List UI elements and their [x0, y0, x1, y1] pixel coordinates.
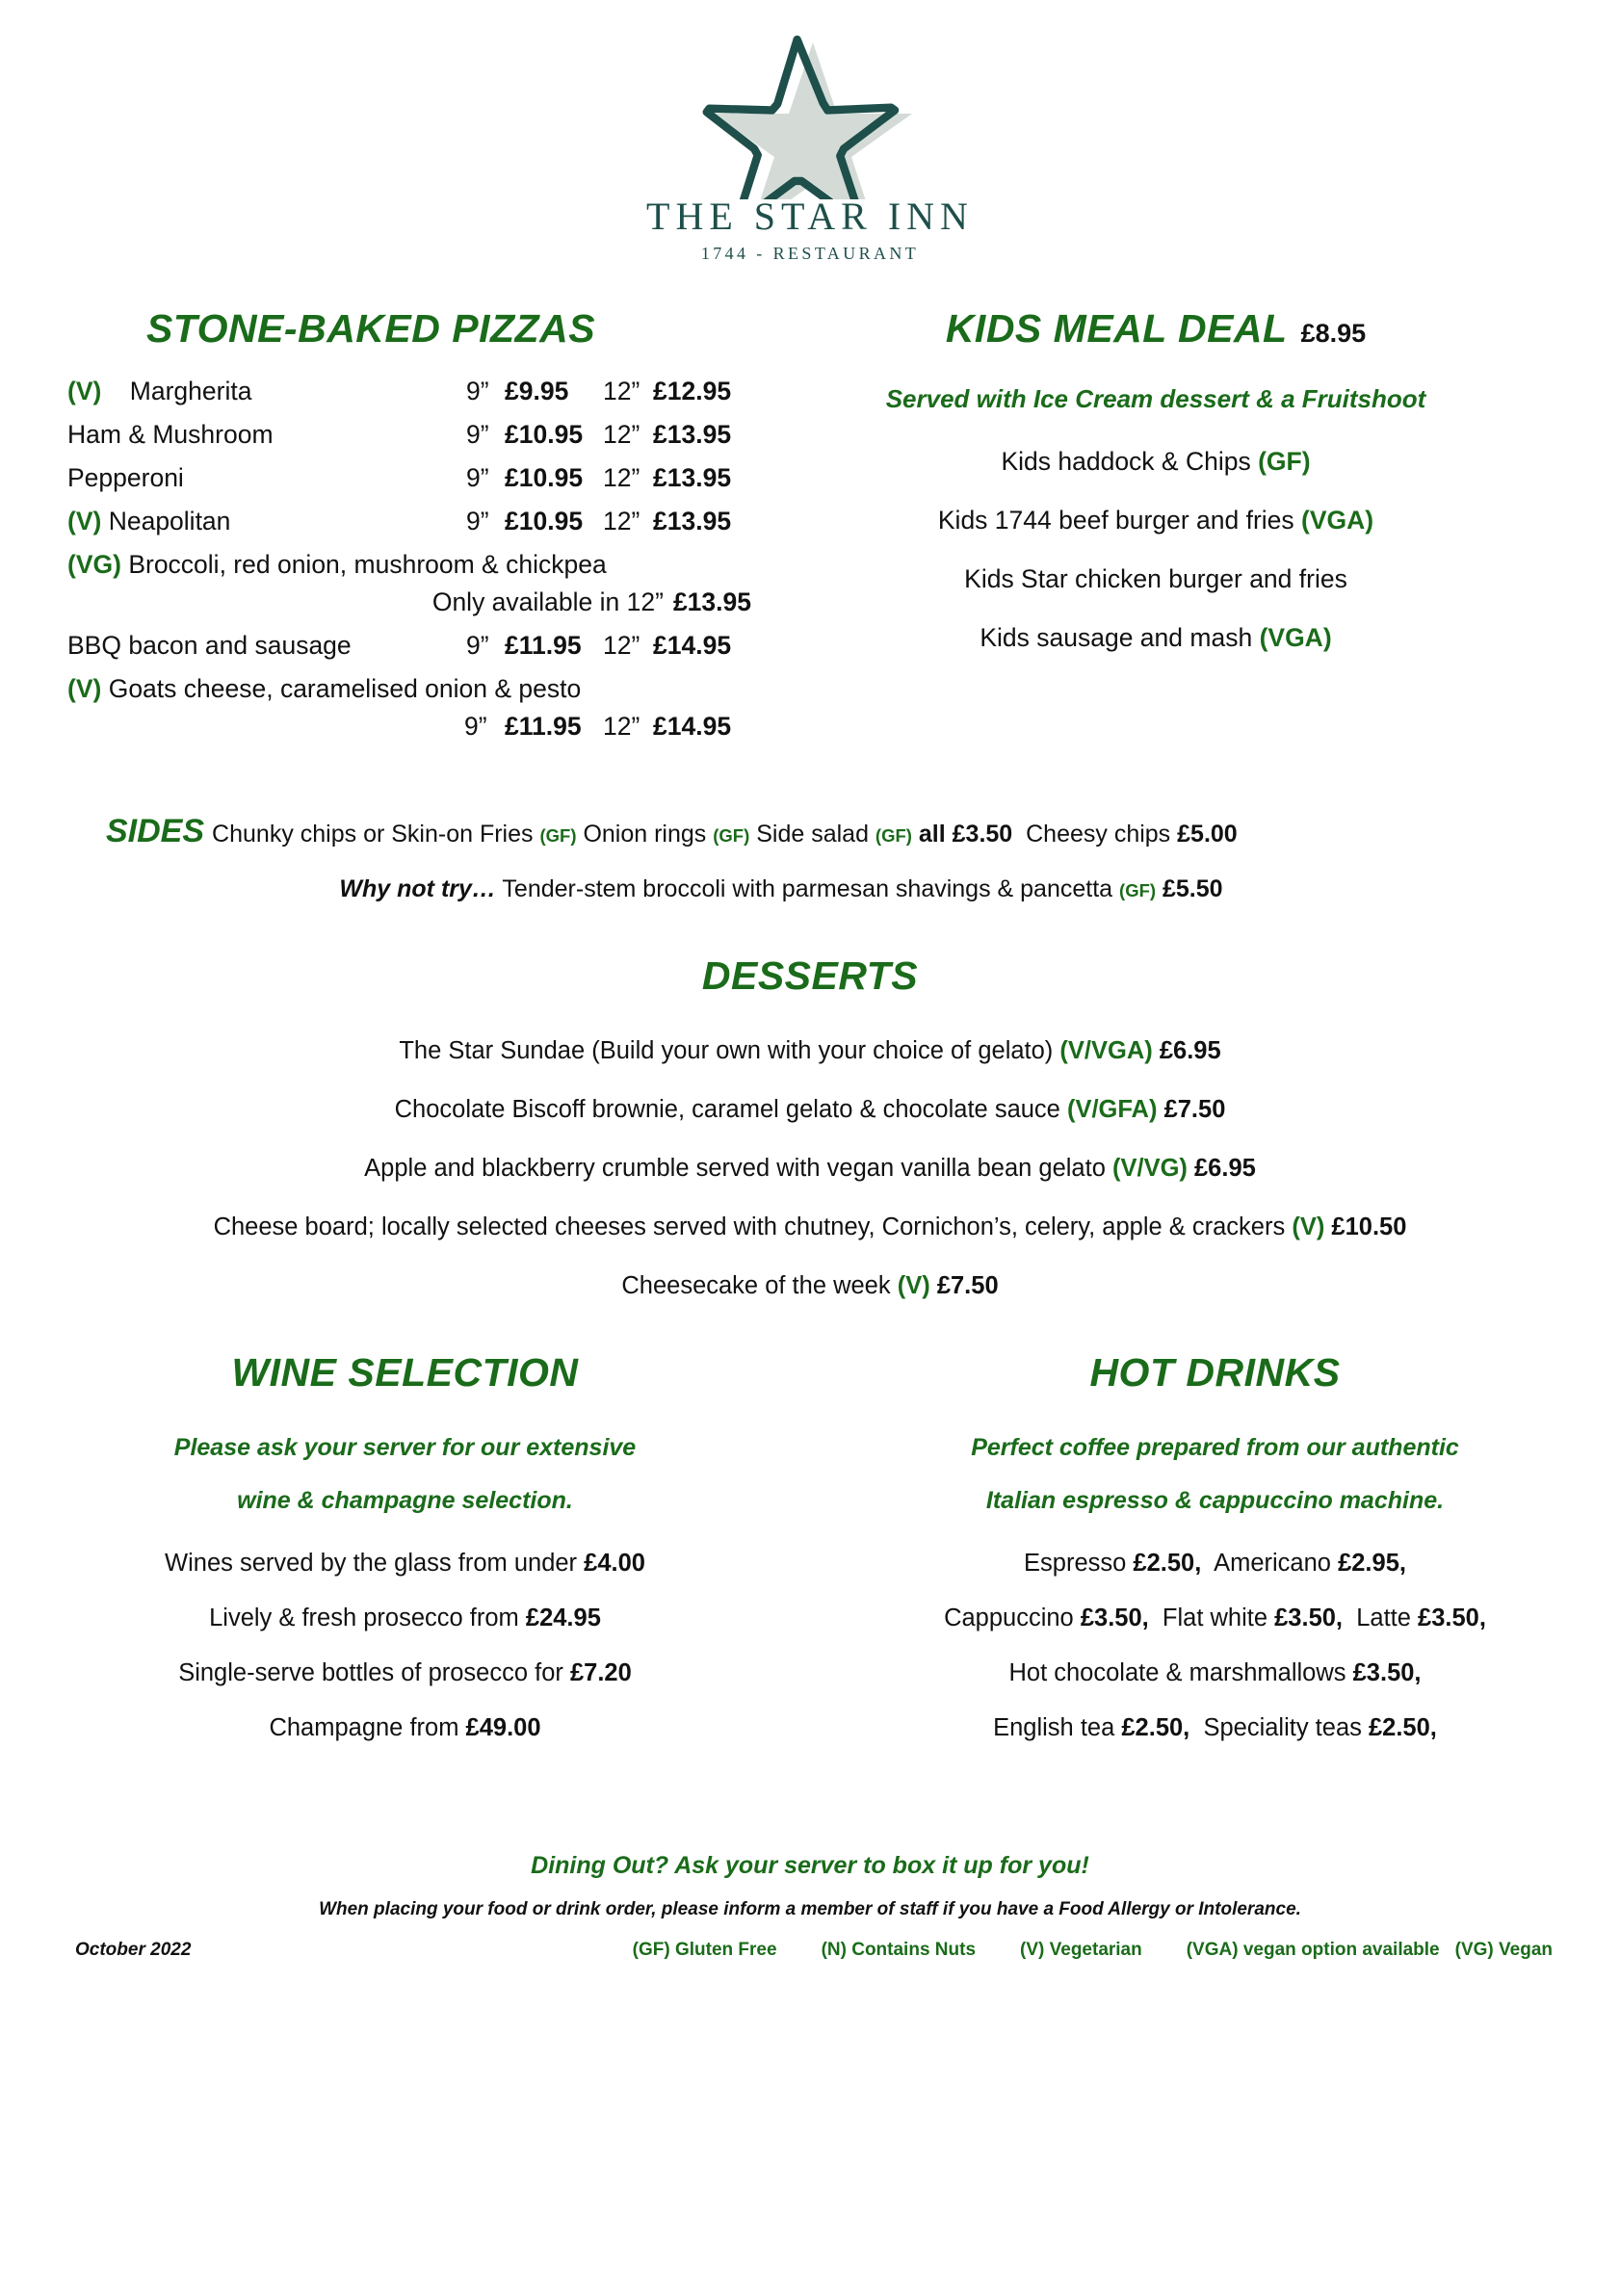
diet-tag: (VG)	[67, 550, 121, 579]
table-row	[67, 463, 751, 493]
list-item	[0, 1213, 1620, 1241]
hot-drinks-heading: HOT DRINKS	[1089, 1350, 1341, 1395]
pizza-size-large: 12”	[603, 377, 640, 405]
pizza-price-small: £10.95	[505, 463, 584, 492]
wine-item-name: Single-serve bottles of prosecco for	[178, 1659, 563, 1686]
sides-line-primary	[0, 813, 1620, 850]
pizza-size-small: 9”	[466, 631, 489, 660]
list-item	[751, 506, 1560, 535]
dessert-name: Apple and blackberry crumble served with vegan vanilla bean gelato	[364, 1155, 1106, 1182]
diet-tag: (V)	[1292, 1213, 1325, 1240]
legend-item-v	[1020, 1940, 1142, 1961]
drink-name: Flat white	[1162, 1605, 1268, 1631]
drink-name: English tea	[993, 1714, 1115, 1741]
wine-item-price: £24.95	[525, 1605, 601, 1631]
sides-special-price: £5.50	[1163, 875, 1223, 902]
table-row-continuation	[67, 712, 751, 742]
pizza-size-large: 12”	[603, 507, 640, 535]
kids-meal-deal-section	[751, 306, 1560, 755]
pizza-price-small: £11.95	[505, 631, 582, 660]
footer	[0, 1852, 1620, 1961]
dessert-name: Chocolate Biscoff brownie, caramel gelato & chocolate sauce	[394, 1096, 1060, 1123]
drink-price: £2.50,	[1121, 1714, 1190, 1741]
legend-label: Vegan	[1499, 1940, 1553, 1960]
hot-drinks-subtitle-line-2: Italian espresso & cappuccino machine.	[985, 1487, 1445, 1514]
hot-drinks-subtitle-line-1: Perfect coffee prepared from our authentic	[971, 1434, 1459, 1461]
pizzas-heading-row	[67, 306, 751, 352]
stone-baked-pizzas-section	[0, 306, 751, 755]
wine-subtitle-line-1: Please ask your server for our extensive	[173, 1434, 637, 1461]
pizza-price-large: £13.95	[672, 587, 751, 616]
diet-tag: (GF)	[875, 825, 912, 846]
drink-name: Hot chocolate & marshmallows	[1008, 1659, 1346, 1686]
desserts-heading-row	[0, 953, 1620, 999]
logo-subtitle: 1744 - RESTAURANT	[700, 244, 920, 263]
table-row	[67, 420, 751, 450]
drink-price: £3.50,	[1080, 1605, 1149, 1631]
drink-price: £3.50,	[1418, 1605, 1486, 1631]
list-item	[0, 1037, 1620, 1065]
pizza-price-large: £13.95	[653, 463, 732, 492]
kids-price: £8.95	[1300, 319, 1367, 348]
wine-heading-row	[0, 1350, 810, 1396]
pizza-size-small: 9”	[466, 507, 489, 535]
legend-code: (GF)	[632, 1940, 670, 1960]
dessert-name: Cheesecake of the week	[621, 1272, 891, 1299]
diet-tag: (VGA)	[1259, 623, 1332, 652]
pizza-price-small: £9.95	[505, 377, 569, 405]
pizzas-heading: STONE-BAKED PIZZAS	[145, 306, 596, 351]
kids-item-name: Kids Star chicken burger and fries	[964, 564, 1347, 593]
kids-subtitle: Served with Ice Cream dessert & a Fruitshoot	[885, 384, 1426, 413]
sides-item-d: Cheesy chips	[1026, 821, 1171, 848]
legend-code: (V)	[1020, 1940, 1045, 1960]
table-row	[67, 550, 751, 580]
pizza-size-large: 12”	[603, 712, 640, 741]
pizza-name: Ham & Mushroom	[67, 420, 274, 449]
why-not-try-label: Why not try…	[339, 875, 496, 902]
pizza-price-large: £13.95	[653, 507, 732, 535]
sides-heading: SIDES	[106, 813, 205, 849]
table-row	[67, 377, 751, 406]
dessert-price: £7.50	[1163, 1096, 1226, 1123]
diet-tag: (GF)	[539, 825, 577, 846]
list-item	[810, 1714, 1620, 1742]
list-item	[0, 1550, 810, 1578]
list-item	[751, 564, 1560, 594]
dessert-price: £6.95	[1159, 1037, 1221, 1064]
pizza-size-small: 9”	[466, 420, 489, 449]
wine-selection-section	[0, 1350, 810, 1769]
table-row-continuation	[67, 587, 751, 617]
drinks-band	[0, 1350, 1620, 1769]
diet-tag: (V)	[67, 377, 102, 405]
list-item	[0, 1659, 810, 1687]
diet-tag: (V/VGA)	[1059, 1037, 1153, 1064]
list-item	[751, 447, 1560, 477]
legend-code: (VGA)	[1186, 1940, 1239, 1960]
dessert-price: £6.95	[1194, 1155, 1256, 1182]
pizza-price-small: £10.95	[505, 420, 584, 449]
sides-all-price: £3.50	[952, 821, 1013, 848]
sides-all-label: all	[918, 821, 946, 848]
legend-code: (N)	[821, 1940, 847, 1960]
legend-label: vegan option available	[1242, 1940, 1440, 1960]
pizza-size-large: 12”	[603, 631, 640, 660]
list-item	[810, 1659, 1620, 1687]
drink-price: £2.95,	[1338, 1550, 1406, 1577]
diet-tag: (GF)	[713, 825, 750, 846]
pizza-price-large: £14.95	[653, 712, 732, 741]
box-it-up-notice: Dining Out? Ask your server to box it up for you!	[531, 1852, 1089, 1879]
legend-item-vg	[1455, 1940, 1553, 1961]
list-item	[751, 623, 1560, 653]
legend-label: Gluten Free	[674, 1940, 777, 1960]
wine-item-name: Champagne from	[269, 1714, 459, 1741]
drink-price: £2.50,	[1368, 1714, 1437, 1741]
pizza-price-large: £14.95	[653, 631, 732, 660]
kids-item-name: Kids 1744 beef burger and fries	[937, 506, 1294, 535]
hot-drinks-section	[810, 1350, 1620, 1769]
wine-subtitle-line-2: wine & champagne selection.	[237, 1487, 573, 1514]
menu-date: October 2022	[75, 1940, 192, 1960]
pizza-name: Pepperoni	[67, 463, 184, 492]
restaurant-logo	[0, 0, 1620, 264]
desserts-heading: DESSERTS	[701, 953, 919, 998]
list-item	[0, 1096, 1620, 1124]
sides-section	[0, 813, 1620, 903]
drink-price: £3.50,	[1274, 1605, 1344, 1631]
legend-code: (VG)	[1454, 1940, 1494, 1960]
sides-item-b: Onion rings	[583, 821, 707, 848]
pizza-size-small: 9”	[466, 377, 489, 405]
pizza-name: Goats cheese, caramelised onion & pesto	[108, 674, 582, 703]
pizza-price-large: £12.95	[653, 377, 732, 405]
table-row	[67, 631, 751, 661]
pizza-size-large: 12”	[603, 420, 640, 449]
pizza-name: Neapolitan	[108, 507, 231, 535]
diet-tag: (V)	[67, 674, 102, 703]
kids-item-name: Kids haddock & Chips	[1001, 447, 1251, 476]
list-item	[0, 1605, 810, 1632]
kids-heading-row	[751, 306, 1560, 352]
table-row	[67, 507, 751, 536]
diet-tag: (GF)	[1258, 447, 1311, 476]
diet-tag: (GF)	[1119, 880, 1157, 900]
dietary-legend	[191, 1940, 1553, 1961]
diet-tag: (V/VG)	[1111, 1155, 1188, 1182]
sides-price-d: £5.00	[1177, 821, 1238, 848]
kids-heading: KIDS MEAL DEAL	[945, 306, 1288, 351]
pizza-size-large: 12”	[603, 463, 640, 492]
legend-item-vga	[1187, 1940, 1440, 1961]
table-row	[67, 674, 751, 704]
wine-item-name: Lively & fresh prosecco from	[209, 1605, 519, 1631]
drink-name: Americano	[1214, 1550, 1331, 1577]
legend-item-n	[822, 1940, 976, 1961]
sides-item-a: Chunky chips or Skin-on Fries	[212, 821, 534, 848]
wine-item-price: £7.20	[569, 1659, 632, 1686]
pizza-name: Broccoli, red onion, mushroom & chickpea	[128, 550, 607, 579]
pizzas-kids-band	[0, 306, 1620, 755]
sides-item-c: Side salad	[756, 821, 869, 848]
wine-item-price: £4.00	[584, 1550, 645, 1577]
hot-drinks-heading-row	[810, 1350, 1620, 1396]
drink-name: Cappuccino	[944, 1605, 1074, 1631]
list-item	[0, 1272, 1620, 1300]
wine-item-price: £49.00	[465, 1714, 541, 1741]
legend-label: Vegetarian	[1049, 1940, 1142, 1960]
desserts-section	[0, 953, 1620, 1300]
wine-heading: WINE SELECTION	[231, 1350, 579, 1395]
list-item	[0, 1714, 810, 1742]
pizza-name: Margherita	[129, 377, 252, 405]
drink-price: £3.50,	[1352, 1659, 1422, 1686]
drink-name: Espresso	[1024, 1550, 1127, 1577]
logo-name: THE STAR INN	[646, 195, 974, 238]
legend-item-gf	[633, 1940, 777, 1961]
pizza-price-large: £13.95	[653, 420, 732, 449]
sides-line-special	[0, 875, 1620, 903]
pizza-name: BBQ bacon and sausage	[67, 631, 352, 660]
diet-tag: (V)	[67, 507, 102, 535]
pizza-list	[67, 377, 751, 742]
dessert-name: The Star Sundae (Build your own with your choice of gelato)	[399, 1037, 1054, 1064]
dessert-price: £10.50	[1331, 1213, 1407, 1240]
pizza-price-small: £10.95	[505, 507, 584, 535]
diet-tag: (VGA)	[1301, 506, 1374, 535]
legend-row	[0, 1940, 1620, 1961]
list-item	[810, 1605, 1620, 1632]
legend-label: Contains Nuts	[851, 1940, 977, 1960]
diet-tag: (V/GFA)	[1066, 1096, 1158, 1123]
wine-item-name: Wines served by the glass from under	[165, 1550, 578, 1577]
allergy-notice: When placing your food or drink order, please inform a member of staff if you have a Food Allergy or Intolerance.	[319, 1899, 1301, 1919]
sides-special-name: Tender-stem broccoli with parmesan shavings & pancetta	[502, 875, 1113, 902]
diet-tag: (V)	[897, 1272, 930, 1299]
pizza-size-small: 9”	[466, 463, 489, 492]
star-icon	[699, 21, 921, 199]
drink-price: £2.50,	[1133, 1550, 1202, 1577]
pizza-availability-note: Only available in 12”	[431, 587, 664, 616]
dessert-name: Cheese board; locally selected cheeses served with chutney, Cornichon’s, celery, apple & crackers	[213, 1213, 1286, 1240]
pizza-price-small: £11.95	[505, 712, 582, 741]
dessert-price: £7.50	[936, 1272, 999, 1299]
list-item	[0, 1155, 1620, 1183]
pizza-size-small: 9”	[464, 712, 487, 741]
list-item	[810, 1550, 1620, 1578]
drink-name: Latte	[1356, 1605, 1411, 1631]
drink-name: Speciality teas	[1203, 1714, 1362, 1741]
kids-item-name: Kids sausage and mash	[980, 623, 1253, 652]
